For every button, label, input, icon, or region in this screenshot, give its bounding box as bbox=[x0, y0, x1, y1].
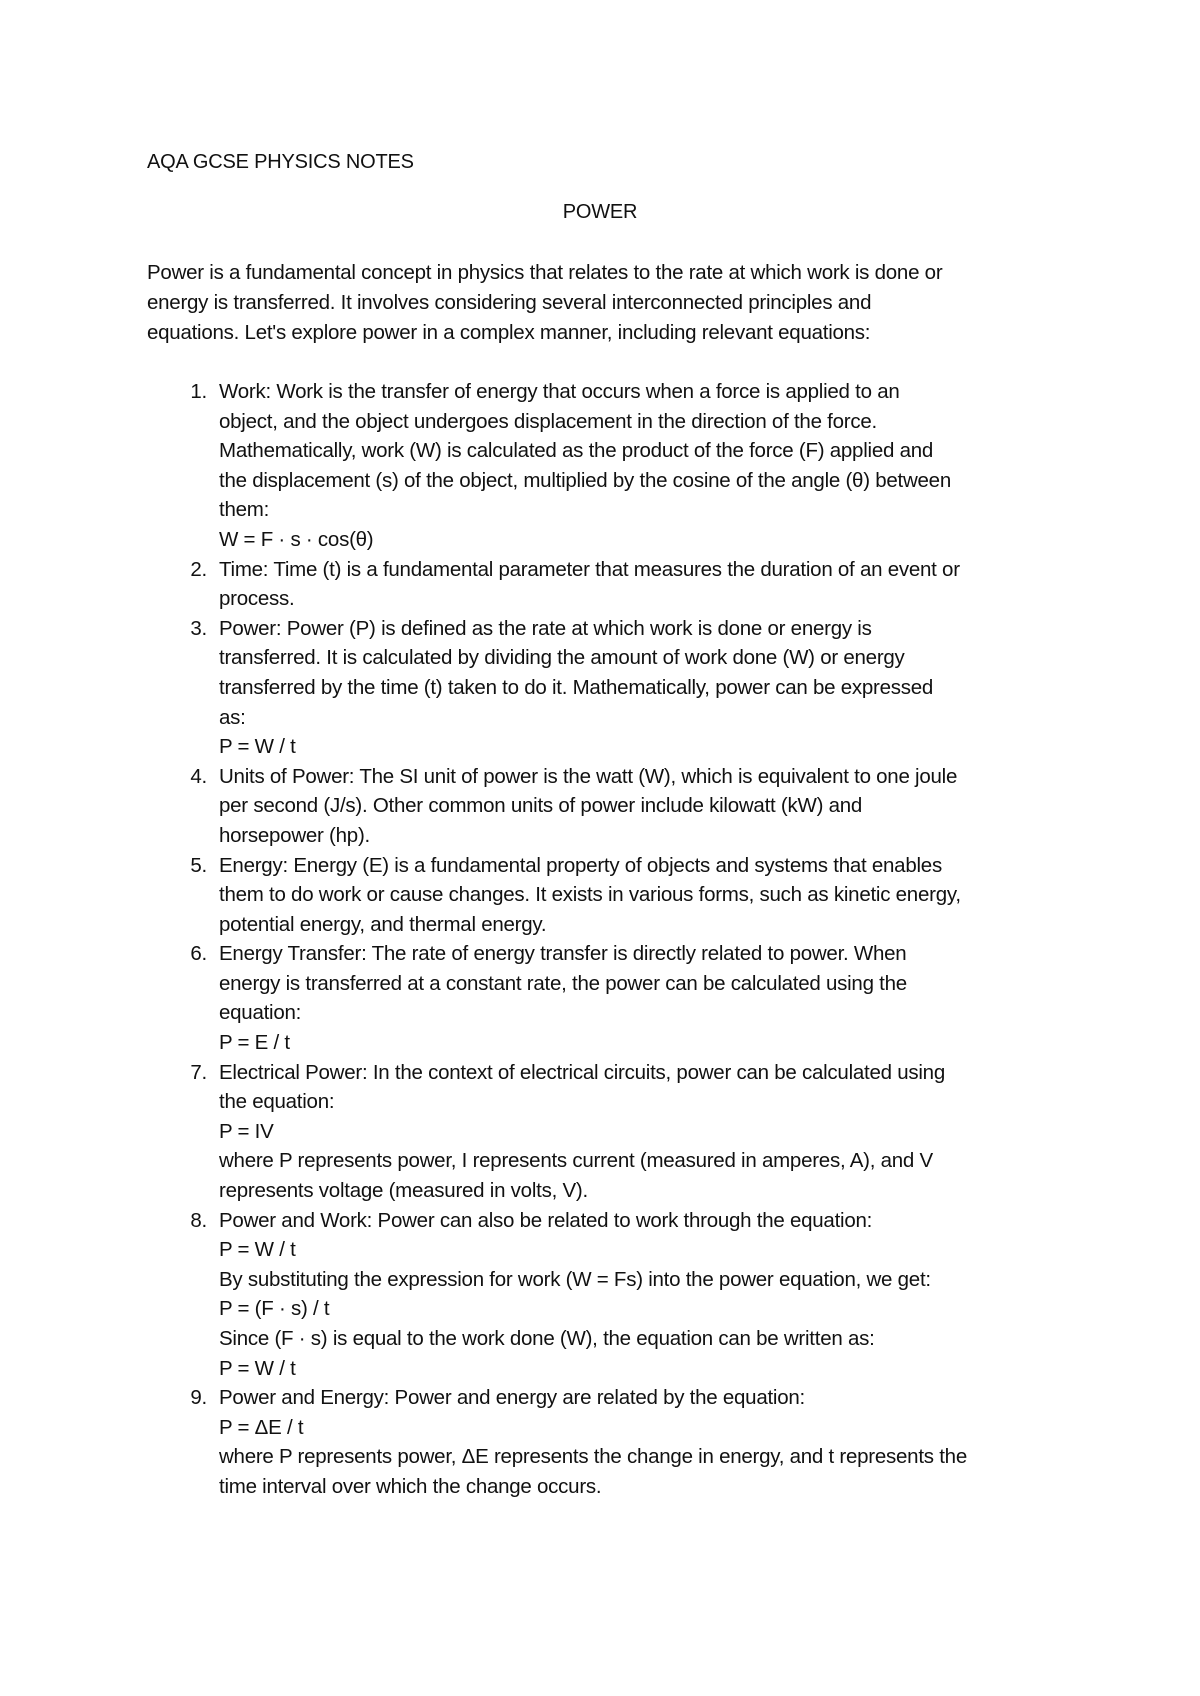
list-item-line: Work: Work is the transfer of energy that occurs when a force is applied to an bbox=[219, 380, 900, 403]
intro-line: equations. Let's explore power in a complex manner, including relevant equations: bbox=[147, 321, 871, 344]
list-item-line: P = (F · s) / t bbox=[219, 1297, 330, 1321]
list-item-number: 7. bbox=[190, 1060, 207, 1084]
list-item-line: P = W / t bbox=[219, 735, 296, 759]
list-item-line: Electrical Power: In the context of electrical circuits, power can be calculated using bbox=[219, 1060, 945, 1084]
list-item-line: transferred. It is calculated by dividing the amount of work done (W) or energy bbox=[219, 646, 905, 670]
list-item-line: Energy: Energy (E) is a fundamental property of objects and systems that enables bbox=[219, 853, 942, 877]
list-item bbox=[147, 555, 1077, 614]
list-item-line: P = W / t bbox=[219, 1356, 296, 1380]
list-item-line: them to do work or cause changes. It exists in various forms, such as kinetic energy, bbox=[219, 883, 961, 907]
intro-lines bbox=[147, 258, 1077, 348]
list-item-line: Since (F · s) is equal to the work done (W), the equation can be written as: bbox=[219, 1327, 875, 1350]
list-item-line: Energy Transfer: The rate of energy transfer is directly related to power. When bbox=[219, 942, 907, 966]
list-item-line: the equation: bbox=[219, 1090, 335, 1114]
list-item-number: 8. bbox=[190, 1208, 207, 1232]
list-item-line: By substituting the expression for work (W = Fs) into the power equation, we get: bbox=[219, 1267, 931, 1291]
list-item bbox=[147, 1206, 1077, 1384]
list-item bbox=[147, 762, 1077, 851]
list-item bbox=[147, 939, 1077, 1057]
list-item-number: 4. bbox=[190, 764, 207, 788]
list-item-line: Power: Power (P) is defined as the rate at which work is done or energy is bbox=[219, 616, 872, 640]
list-item-line: Units of Power: The SI unit of power is the watt (W), which is equivalent to one joule bbox=[219, 764, 958, 788]
list-item-line: time interval over which the change occurs. bbox=[219, 1474, 602, 1498]
document-header: AQA GCSE PHYSICS NOTES bbox=[147, 151, 414, 173]
list-item-line: them: bbox=[219, 498, 270, 522]
list-item-line: object, and the object undergoes displacement in the direction of the force. bbox=[219, 409, 877, 433]
list-item bbox=[147, 851, 1077, 940]
list-item bbox=[147, 377, 1077, 555]
list-item-number: 3. bbox=[190, 616, 207, 640]
list-item-line: Power and Work: Power can also be related to work through the equation: bbox=[219, 1208, 873, 1232]
list-item bbox=[147, 1383, 1077, 1501]
list-item-line: per second (J/s). Other common units of power include kilowatt (kW) and bbox=[219, 794, 863, 818]
list-item-number: 9. bbox=[190, 1386, 207, 1410]
list-item-line: Time: Time (t) is a fundamental parameter that measures the duration of an event or bbox=[219, 557, 960, 581]
list-item-line: potential energy, and thermal energy. bbox=[219, 912, 547, 936]
list-item-line: P = IV bbox=[219, 1119, 274, 1143]
list-item-number: 5. bbox=[190, 853, 207, 877]
list-item-number: 6. bbox=[190, 942, 207, 966]
list-item bbox=[147, 614, 1077, 762]
list-item-line: energy is transferred at a constant rate, the power can be calculated using the bbox=[219, 971, 907, 995]
intro-paragraph bbox=[147, 258, 1077, 348]
list-item-line: P = ΔE / t bbox=[219, 1415, 304, 1439]
list-item-line: Mathematically, work (W) is calculated as the product of the force (F) applied and bbox=[219, 439, 934, 463]
list-item-line: represents voltage (measured in volts, V). bbox=[219, 1179, 588, 1203]
list-item-line: where P represents power, I represents current (measured in amperes, A), and V bbox=[219, 1149, 933, 1173]
list-item-line: Power and Energy: Power and energy are related by the equation: bbox=[219, 1386, 805, 1410]
list-item-line: equation: bbox=[219, 1001, 302, 1025]
page-title: POWER bbox=[562, 201, 638, 223]
list-item-line: P = E / t bbox=[219, 1031, 290, 1055]
list-item-number: 2. bbox=[190, 557, 207, 581]
list-item-number: 1. bbox=[190, 380, 207, 403]
list-item-line: as: bbox=[219, 705, 246, 729]
list-item-line: P = W / t bbox=[219, 1238, 296, 1262]
list-item-line: process. bbox=[219, 587, 295, 611]
list-item-line: where P represents power, ΔE represents the change in energy, and t represents the bbox=[219, 1445, 967, 1469]
list-item-line: the displacement (s) of the object, multiplied by the cosine of the angle (θ) between bbox=[219, 468, 951, 492]
numbered-list bbox=[147, 377, 1077, 1502]
list-item-line: horsepower (hp). bbox=[219, 823, 370, 847]
intro-line: Power is a fundamental concept in physics that relates to the rate at which work is done or bbox=[147, 261, 943, 284]
list-item-line: W = F · s · cos(θ) bbox=[219, 527, 374, 551]
intro-line: energy is transferred. It involves considering several interconnected principles and bbox=[147, 291, 872, 314]
list-item bbox=[147, 1058, 1077, 1206]
list-item-line: transferred by the time (t) taken to do it. Mathematically, power can be expressed bbox=[219, 675, 934, 699]
